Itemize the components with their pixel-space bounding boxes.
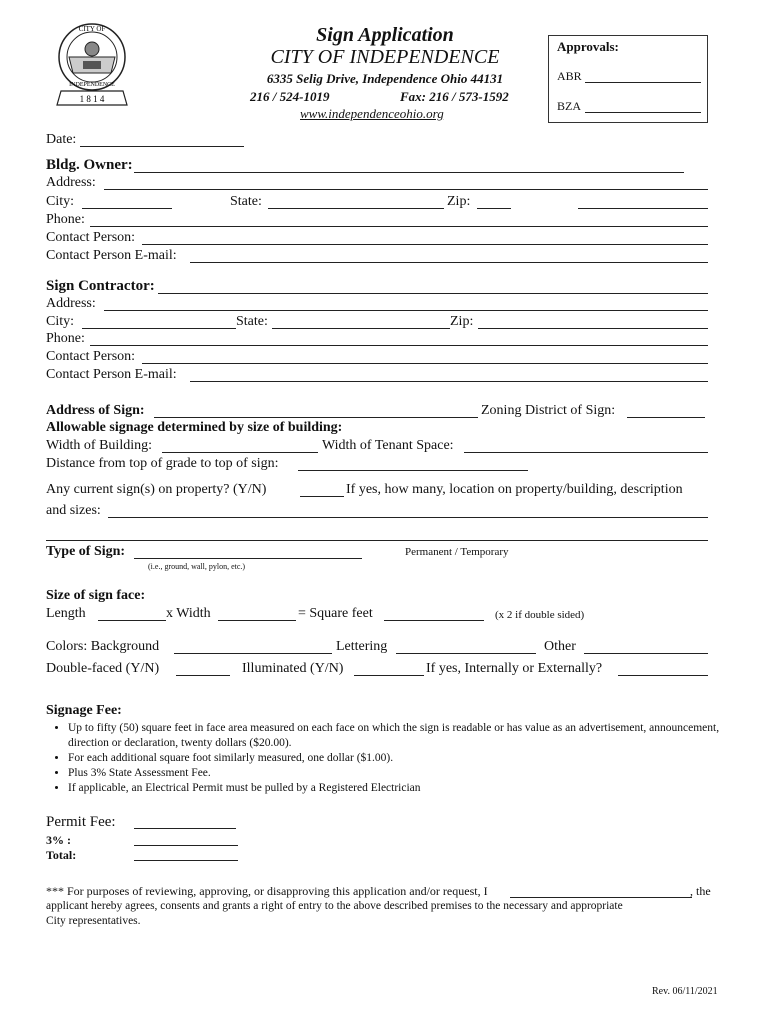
abr-label: ABR xyxy=(557,69,582,83)
square-feet-field[interactable] xyxy=(384,606,484,621)
square-feet-label: = Square feet xyxy=(298,606,373,621)
permanent-temporary-option[interactable]: Permanent / Temporary xyxy=(405,546,509,558)
statement-text-2: , the xyxy=(690,884,711,898)
fee-list xyxy=(48,721,758,796)
zoning-field[interactable] xyxy=(627,403,705,418)
distance-field[interactable] xyxy=(298,456,528,471)
contractor-state-field[interactable] xyxy=(272,314,450,329)
distance-label: Distance from top of grade to top of sign: xyxy=(46,456,279,471)
owner-city-label: City: xyxy=(46,194,75,209)
owner-zip-label: Zip: xyxy=(447,194,471,209)
illuminated-field[interactable] xyxy=(354,661,424,676)
seal-bottom-text: INDEPENDENCE xyxy=(69,82,115,88)
double-faced-field[interactable] xyxy=(176,661,230,676)
fee-item: • Plus 3% State Assessment Fee. xyxy=(68,766,758,781)
owner-phone-field[interactable] xyxy=(90,212,708,227)
double-faced-label: Double-faced (Y/N) xyxy=(46,661,160,676)
contractor-contact-field[interactable] xyxy=(142,349,708,364)
contractor-email-label: Contact Person E-mail: xyxy=(46,367,177,382)
pct-fee-field[interactable] xyxy=(134,831,238,846)
city-name: CITY OF INDEPENDENCE xyxy=(270,46,500,68)
applicant-name-field[interactable] xyxy=(510,883,692,898)
lettering-field[interactable] xyxy=(396,639,536,654)
pct-fee-label: 3% : xyxy=(46,833,71,847)
owner-extra-field[interactable] xyxy=(578,194,708,209)
form-title: Sign Application xyxy=(316,24,454,46)
owner-address-label: Address: xyxy=(46,175,96,190)
width-building-label: Width of Building: xyxy=(46,438,152,453)
sign-address-label: Address of Sign: xyxy=(46,403,145,418)
contractor-zip-label: Zip: xyxy=(450,314,474,329)
owner-name-field[interactable] xyxy=(134,158,684,173)
city-website-link[interactable]: www.independenceohio.org xyxy=(300,106,444,121)
contractor-city-label: City: xyxy=(46,314,75,329)
contractor-address-label: Address: xyxy=(46,296,96,311)
background-field[interactable] xyxy=(174,639,332,654)
statement-text-4: City representatives. xyxy=(46,915,141,927)
type-field[interactable] xyxy=(134,544,362,559)
contractor-state-label: State: xyxy=(236,314,268,329)
width-tenant-label: Width of Tenant Space: xyxy=(322,438,454,453)
length-field[interactable] xyxy=(98,606,166,621)
width-label: x Width xyxy=(166,606,211,621)
size-heading: Size of sign face: xyxy=(46,588,146,603)
zoning-label: Zoning District of Sign: xyxy=(481,403,616,418)
width-building-field[interactable] xyxy=(162,438,318,453)
contractor-name-field[interactable] xyxy=(158,279,708,294)
approvals-title: Approvals: xyxy=(557,39,619,54)
abr-field[interactable] xyxy=(585,68,701,83)
width-tenant-field[interactable] xyxy=(464,438,708,453)
sign-address-field[interactable] xyxy=(154,403,478,418)
city-phone: 216 / 524-1019 xyxy=(250,89,330,104)
width-field[interactable] xyxy=(218,606,296,621)
and-sizes-field-2[interactable] xyxy=(46,526,708,541)
total-fee-field[interactable] xyxy=(134,846,238,861)
fee-item: • For each additional square foot similarly measured, one dollar ($1.00). xyxy=(68,751,758,766)
contractor-address-field[interactable] xyxy=(104,296,708,311)
and-sizes-field[interactable] xyxy=(108,503,708,518)
lettering-label: Lettering xyxy=(336,639,388,654)
statement-text-3: applicant hereby agrees, consents and grants a right of entry to the above described premises to the necessary and appropriate xyxy=(46,900,623,912)
city-fax: Fax: 216 / 573-1592 xyxy=(400,89,509,104)
owner-contact-field[interactable] xyxy=(142,230,708,245)
city-seal xyxy=(55,17,130,112)
contractor-city-field[interactable] xyxy=(82,314,236,329)
statement-text-1: *** For purposes of reviewing, approving, or disapproving this application and/or request, I xyxy=(46,884,488,898)
seal-year: 1 8 1 4 xyxy=(79,94,105,104)
type-hint: (i.e., ground, wall, pylon, etc.) xyxy=(148,562,246,571)
current-signs-field[interactable] xyxy=(300,482,344,497)
contractor-zip-field[interactable] xyxy=(478,314,708,329)
other-field[interactable] xyxy=(584,639,708,654)
current-signs-detail-label: If yes, how many, location on property/building, description xyxy=(346,482,683,497)
length-label: Length xyxy=(46,606,86,621)
fee-item: • If applicable, an Electrical Permit must be pulled by a Registered Electrician xyxy=(68,781,758,796)
contractor-heading: Sign Contractor: xyxy=(46,278,155,294)
contractor-contact-label: Contact Person: xyxy=(46,349,136,364)
type-label: Type of Sign: xyxy=(46,544,126,559)
seal-top-text: CITY OF xyxy=(78,25,106,33)
owner-email-field[interactable] xyxy=(190,248,708,263)
int-ext-label: If yes, Internally or Externally? xyxy=(426,661,603,676)
owner-contact-label: Contact Person: xyxy=(46,230,136,245)
illuminated-label: Illuminated (Y/N) xyxy=(242,661,344,676)
contractor-phone-field[interactable] xyxy=(90,331,708,346)
bza-label: BZA xyxy=(557,99,581,113)
owner-heading: Bldg. Owner: xyxy=(46,157,133,173)
city-address: 6335 Selig Drive, Independence Ohio 44131 xyxy=(266,71,504,86)
approvals-box xyxy=(548,35,708,123)
other-label: Other xyxy=(544,639,576,654)
fee-heading: Signage Fee: xyxy=(46,703,122,718)
fee-item: • Up to fifty (50) square feet in face area measured on each face on which the sign is readable or has value as an advertisement, announcement, direction or declaration, twenty dollars ($20.00). xyxy=(68,721,758,751)
bza-field[interactable] xyxy=(585,98,701,113)
contractor-phone-label: Phone: xyxy=(46,331,85,346)
owner-phone-label: Phone: xyxy=(46,212,85,227)
background-label: Colors: Background xyxy=(46,639,160,654)
owner-state-field[interactable] xyxy=(268,194,444,209)
allowable-heading: Allowable signage determined by size of building: xyxy=(46,420,343,435)
total-fee-label: Total: xyxy=(46,848,77,862)
owner-city-field[interactable] xyxy=(82,194,172,209)
permit-fee-label: Permit Fee: xyxy=(46,814,116,830)
permit-fee-field[interactable] xyxy=(134,814,236,829)
owner-email-label: Contact Person E-mail: xyxy=(46,248,177,263)
and-sizes-label: and sizes: xyxy=(46,503,101,518)
revision-date: Rev. 06/11/2021 xyxy=(652,986,718,997)
current-signs-label: Any current sign(s) on property? (Y/N) xyxy=(46,482,267,497)
contractor-email-field[interactable] xyxy=(190,367,708,382)
owner-state-label: State: xyxy=(230,194,262,209)
date-label: Date: xyxy=(46,132,77,147)
owner-zip-field[interactable] xyxy=(477,194,511,209)
owner-address-field[interactable] xyxy=(104,175,708,190)
date-field[interactable] xyxy=(80,132,244,147)
double-sided-note: (x 2 if double sided) xyxy=(495,609,585,621)
int-ext-field[interactable] xyxy=(618,661,708,676)
